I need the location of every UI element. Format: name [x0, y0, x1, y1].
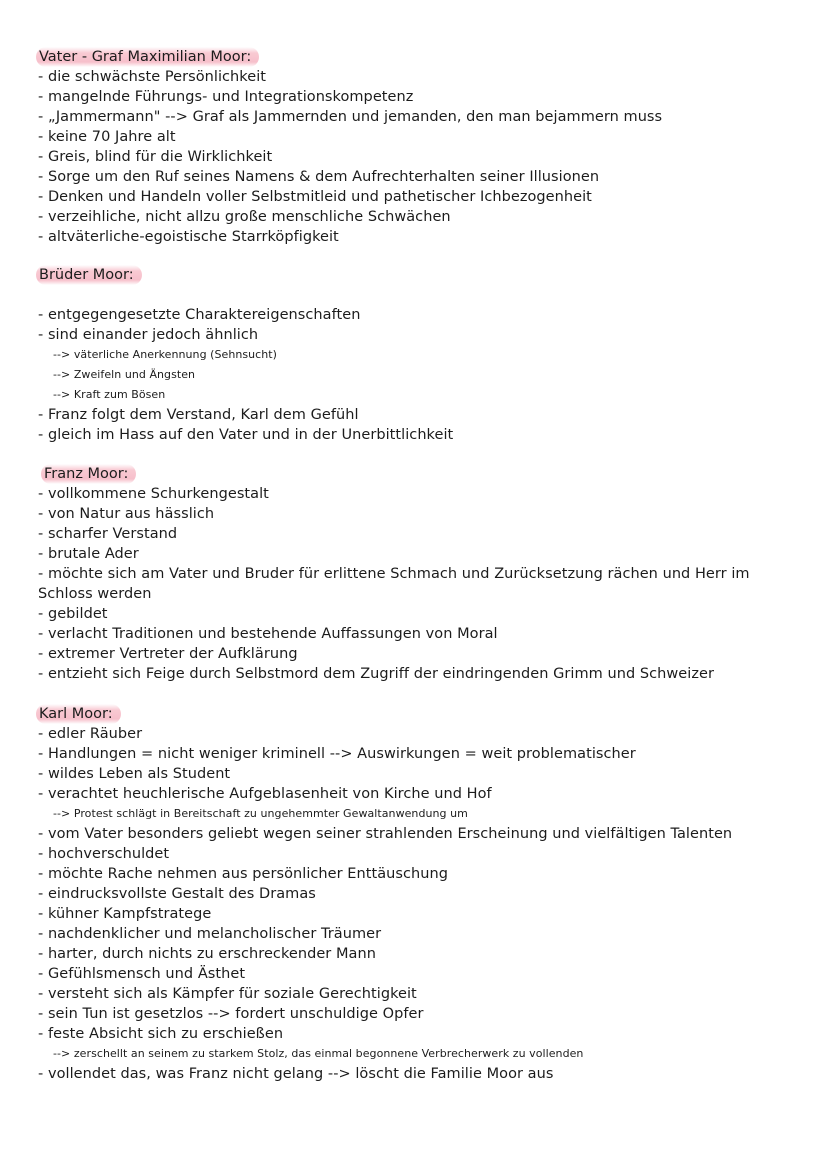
list-item: - brutale Ader: [38, 546, 139, 562]
list-item: - vom Vater besonders geliebt wegen seiner strahlenden Erscheinung und vielfältigen Talenten: [38, 826, 733, 842]
list-item: - gleich im Hass auf den Vater und in der Unerbittlichkeit: [38, 427, 454, 443]
list-item: - Sorge um den Ruf seines Namens & dem Aufrechterhalten seiner Illusionen: [38, 169, 600, 185]
list-item: - gebildet: [38, 606, 108, 622]
list-item: - versteht sich als Kämpfer für soziale Gerechtigkeit: [38, 986, 417, 1002]
list-item: - „Jammermann" --> Graf als Jammernden und jemanden, den man bejammern muss: [38, 109, 663, 125]
list-item: --> zerschellt an seinem zu starkem Stolz, das einmal begonnene Verbrecherwerk zu vollenden: [53, 1047, 584, 1060]
section-heading-franz: Franz Moor:: [41, 464, 136, 484]
list-item: - entgegengesetzte Charaktereigenschaften: [38, 307, 361, 323]
section-karl: [38, 703, 798, 1084]
list-item: - wildes Leben als Student: [38, 766, 231, 782]
list-item: --> Zweifeln und Ängsten: [53, 368, 196, 381]
section-franz: [38, 463, 798, 684]
list-item: - die schwächste Persönlichkeit: [38, 69, 267, 85]
list-item: --> Protest schlägt in Bereitschaft zu ungehemmter Gewaltanwendung um: [53, 807, 468, 820]
list-item: - edler Räuber: [38, 726, 143, 742]
section-brueder: [38, 264, 798, 445]
list-item: --> väterliche Anerkennung (Sehnsucht): [53, 348, 278, 361]
section-heading-brueder: Brüder Moor:: [36, 265, 142, 285]
list-item: - Gefühlsmensch und Ästhet: [38, 966, 246, 982]
list-item: - nachdenklicher und melancholischer Träumer: [38, 926, 382, 942]
list-item: - mangelnde Führungs- und Integrationskompetenz: [38, 89, 414, 105]
list-item: - verlacht Traditionen und bestehende Auffassungen von Moral: [38, 626, 498, 642]
section-heading-karl: Karl Moor:: [36, 704, 121, 724]
list-item: - von Natur aus hässlich: [38, 506, 215, 522]
list-item: - eindrucksvollste Gestalt des Dramas: [38, 886, 316, 902]
list-item: - feste Absicht sich zu erschießen: [38, 1026, 284, 1042]
list-item: - Greis, blind für die Wirklichkeit: [38, 149, 273, 165]
list-item: - möchte Rache nehmen aus persönlicher Enttäuschung: [38, 866, 448, 882]
list-item: - verzeihliche, nicht allzu große menschliche Schwächen: [38, 209, 451, 225]
list-item: - scharfer Verstand: [38, 526, 178, 542]
spacer: [38, 285, 798, 305]
list-item: --> Kraft zum Bösen: [53, 388, 166, 401]
list-item: - extremer Vertreter der Aufklärung: [38, 646, 298, 662]
section-heading-vater: Vater - Graf Maximilian Moor:: [36, 47, 259, 67]
list-item: - sind einander jedoch ähnlich: [38, 327, 259, 343]
list-item: - möchte sich am Vater und Bruder für erlittene Schmach und Zurücksetzung rächen und Herr im Schloss werden: [38, 566, 750, 602]
list-item: - Franz folgt dem Verstand, Karl dem Gefühl: [38, 407, 359, 423]
list-item: - keine 70 Jahre alt: [38, 129, 176, 145]
list-item: - vollendet das, was Franz nicht gelang --> löscht die Familie Moor aus: [38, 1066, 554, 1082]
list-item: - kühner Kampfstratege: [38, 906, 212, 922]
section-vater: [38, 46, 798, 247]
list-item: - verachtet heuchlerische Aufgeblasenheit von Kirche und Hof: [38, 786, 492, 802]
list-item: - altväterliche-egoistische Starrköpfigkeit: [38, 229, 339, 245]
list-item: - hochverschuldet: [38, 846, 170, 862]
list-item: - Handlungen = nicht weniger kriminell --> Auswirkungen = weit problematischer: [38, 746, 636, 762]
list-item: - harter, durch nichts zu erschreckender Mann: [38, 946, 376, 962]
list-item: - entzieht sich Feige durch Selbstmord dem Zugriff der eindringenden Grimm und Schweizer: [38, 666, 714, 682]
list-item: - Denken und Handeln voller Selbstmitleid und pathetischer Ichbezogenheit: [38, 189, 592, 205]
list-item: - vollkommene Schurkengestalt: [38, 486, 269, 502]
list-item: - sein Tun ist gesetzlos --> fordert unschuldige Opfer: [38, 1006, 424, 1022]
